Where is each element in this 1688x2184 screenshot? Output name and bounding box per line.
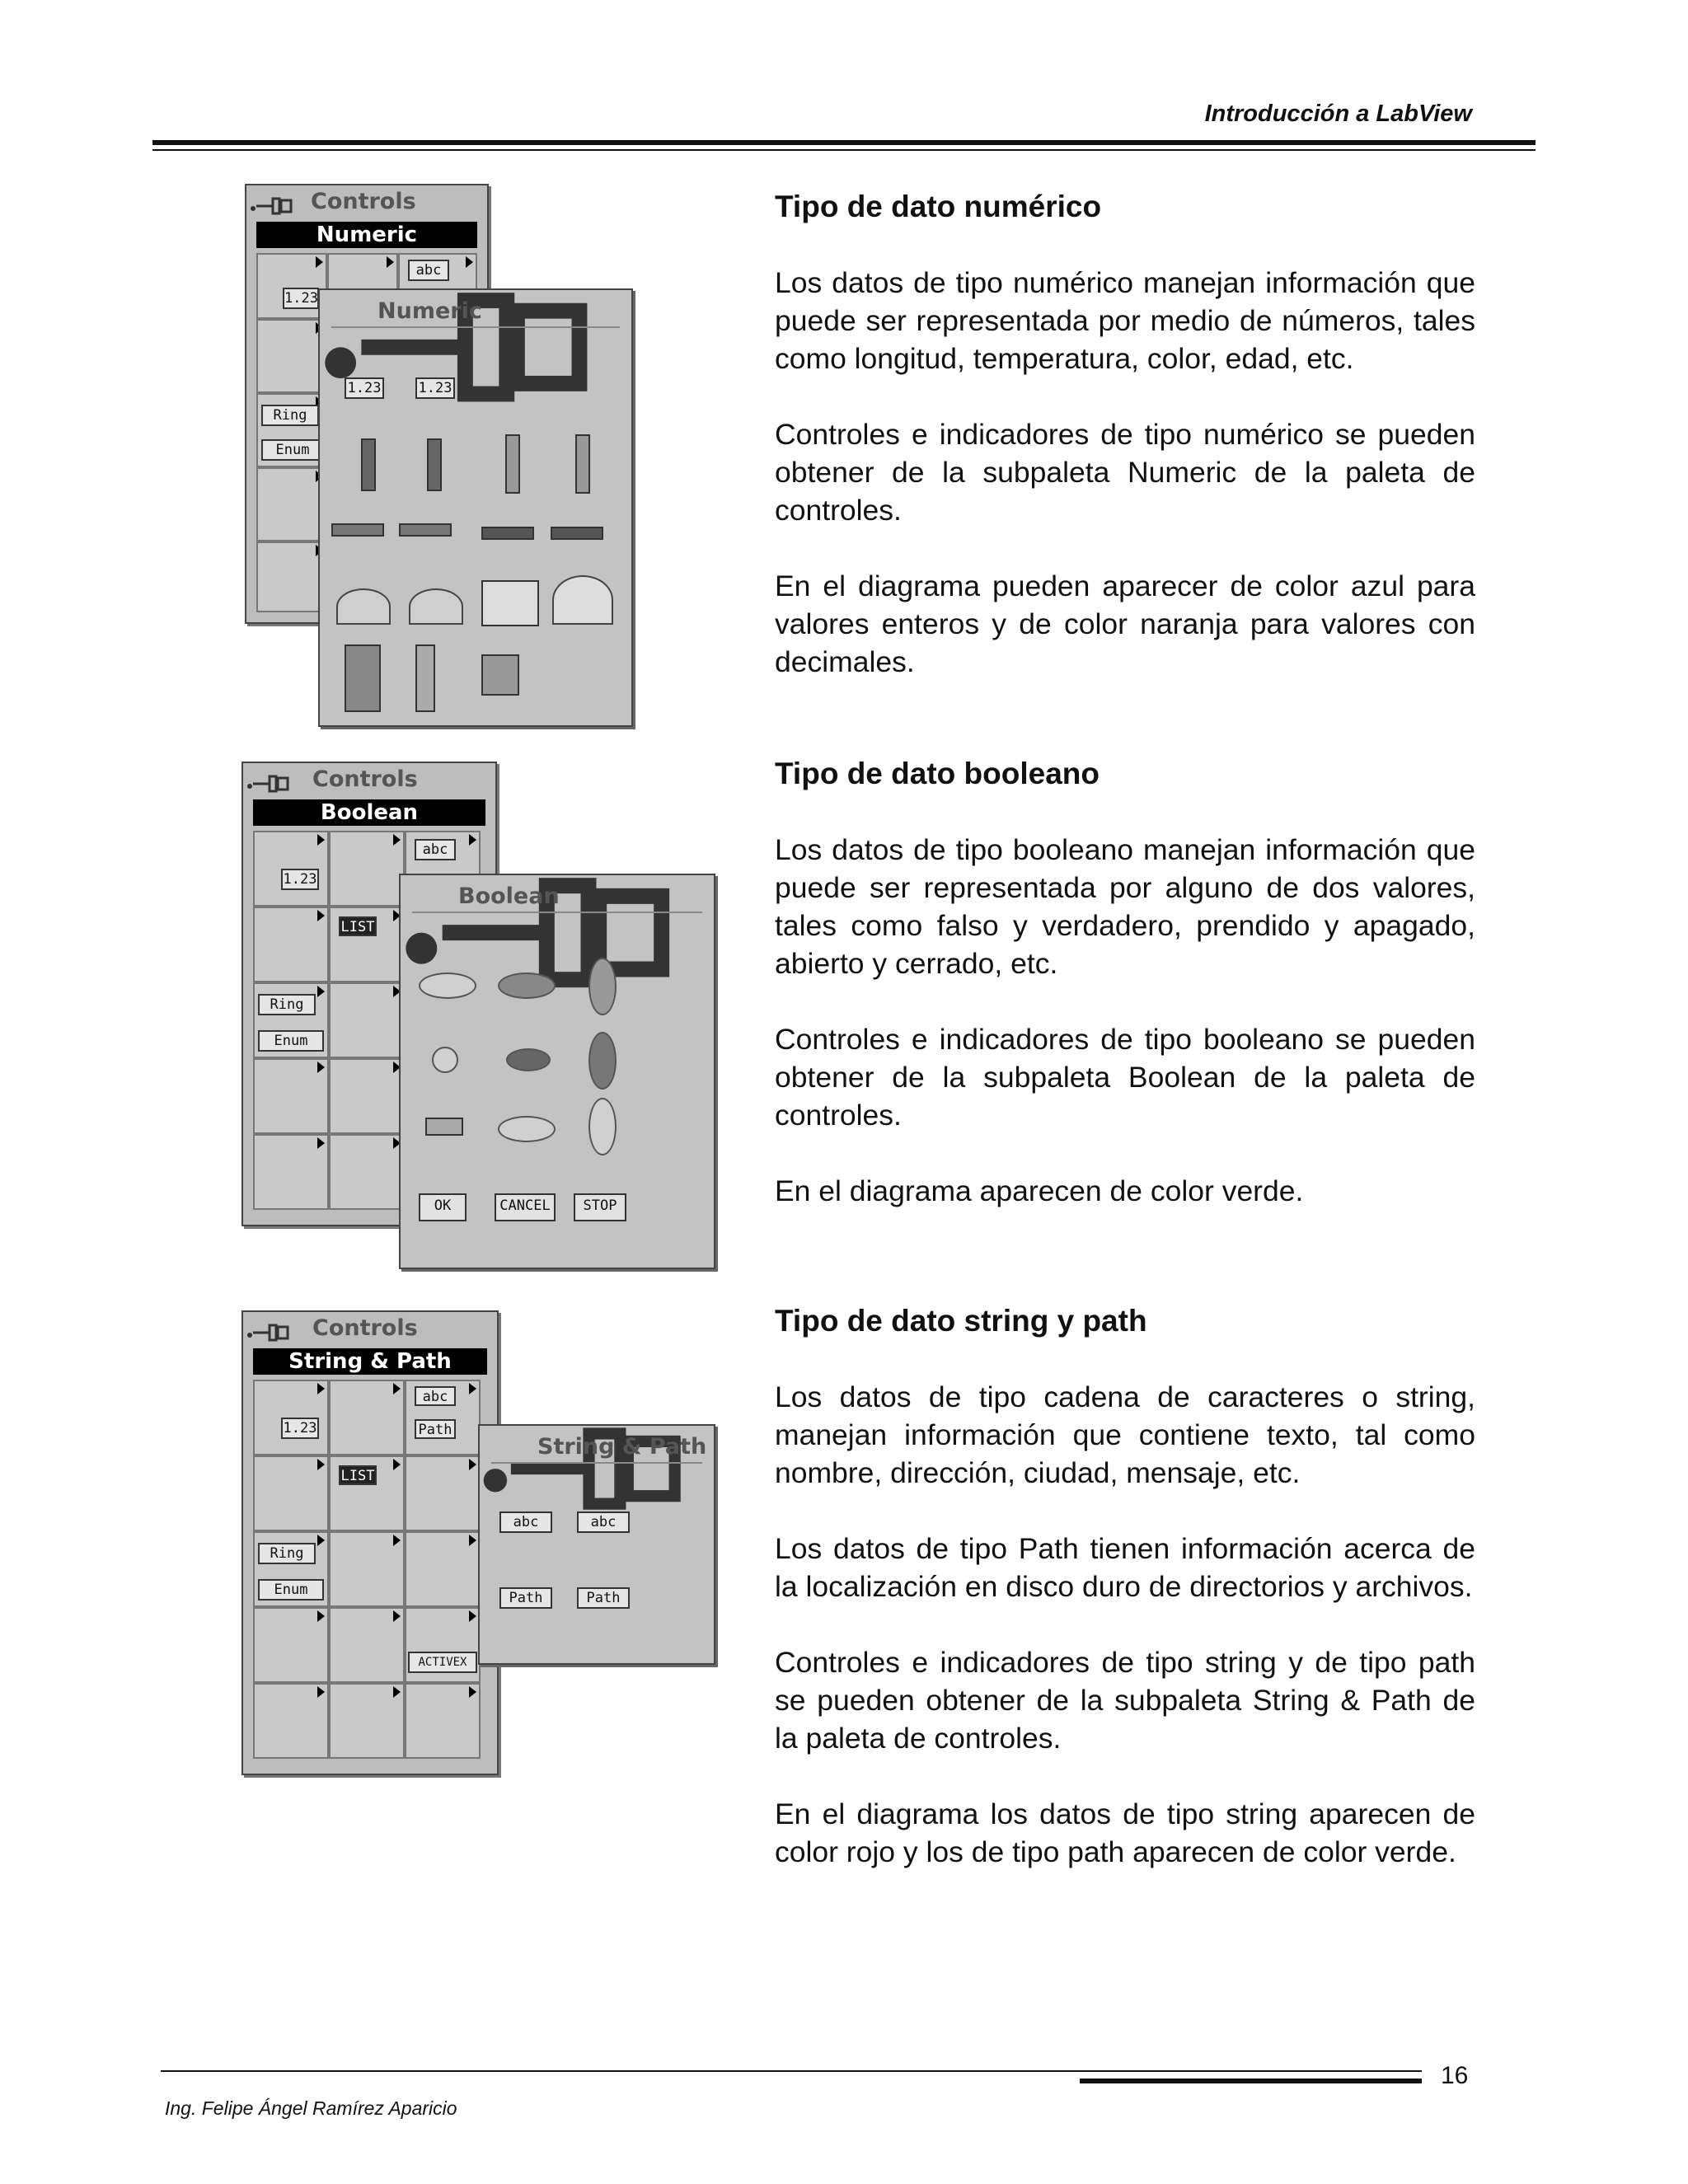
string-icon: abc bbox=[415, 1386, 456, 1406]
knob-icon[interactable] bbox=[336, 588, 391, 625]
horizontal-slide-icon[interactable] bbox=[331, 523, 384, 537]
activex-icon: ACTIVEX bbox=[408, 1652, 477, 1673]
thermometer-icon[interactable] bbox=[345, 644, 381, 712]
io-category-cell[interactable] bbox=[256, 467, 327, 541]
graph-category-cell[interactable] bbox=[405, 1455, 481, 1531]
palette-title: Controls bbox=[311, 189, 416, 214]
section-numeric bbox=[775, 188, 1475, 719]
lever-switch-icon[interactable] bbox=[588, 1032, 617, 1090]
palette-category: Numeric bbox=[256, 222, 477, 248]
decorations-category-cell[interactable] bbox=[256, 541, 327, 612]
dialog-category-cell[interactable] bbox=[253, 1058, 329, 1134]
tank-icon[interactable] bbox=[575, 434, 590, 494]
paragraph: Controles e indicadores de tipo numérico se pueden obtener de la subpaleta Numeric de la paleta de controles. bbox=[775, 418, 1475, 527]
string-indicator-icon[interactable]: abc bbox=[577, 1511, 630, 1533]
ok-button[interactable]: OK bbox=[419, 1193, 467, 1221]
numeric-category-cell[interactable] bbox=[253, 831, 329, 907]
numeric-category-cell[interactable] bbox=[256, 253, 327, 319]
numeric-subpalette bbox=[318, 288, 633, 727]
ring-category-cell[interactable] bbox=[253, 1531, 329, 1607]
digital-indicator-icon[interactable]: 1.23 bbox=[415, 377, 455, 399]
rocker-icon[interactable] bbox=[498, 972, 556, 999]
array-category-cell[interactable] bbox=[253, 1455, 329, 1531]
progress-bar-icon[interactable] bbox=[551, 527, 603, 540]
section-heading: Tipo de dato booleano bbox=[775, 757, 1100, 790]
activex-category-cell[interactable] bbox=[405, 1607, 481, 1683]
digital-control-icon[interactable]: 1.23 bbox=[345, 377, 384, 399]
section-heading: Tipo de dato numérico bbox=[775, 190, 1102, 223]
user-controls-cell[interactable] bbox=[329, 1683, 405, 1759]
ring-icon: Ring bbox=[258, 994, 316, 1015]
string-icon: abc bbox=[408, 260, 449, 281]
cancel-button[interactable]: CANCEL bbox=[495, 1193, 556, 1221]
ring-category-cell[interactable] bbox=[253, 982, 329, 1058]
list-icon: LIST bbox=[339, 1465, 377, 1485]
color-box-icon[interactable] bbox=[481, 654, 519, 696]
numeric-category-cell[interactable] bbox=[253, 1380, 329, 1455]
paragraph: Los datos de tipo numérico manejan información que puede ser representada por medio de números, tales como longitud, temperatura, color, edad, etc. bbox=[775, 266, 1475, 375]
io-category-cell[interactable] bbox=[329, 982, 405, 1058]
square-led-icon[interactable] bbox=[425, 1118, 463, 1136]
path-indicator-icon[interactable]: Path bbox=[577, 1587, 630, 1609]
numeric-icon: 1.23 bbox=[283, 288, 319, 309]
enum-icon: Enum bbox=[258, 1030, 324, 1052]
classic-category-cell[interactable] bbox=[329, 1607, 405, 1683]
decorations-category-cell[interactable] bbox=[253, 1134, 329, 1210]
subpalette-title: Boolean bbox=[458, 883, 560, 909]
push-button-icon[interactable] bbox=[419, 972, 476, 999]
palette-title: Controls bbox=[312, 766, 418, 792]
path-control-icon[interactable]: Path bbox=[499, 1587, 552, 1609]
paragraph: En el diagrama los datos de tipo string aparecen de color rojo y los de tipo path aparecen de color verde. bbox=[775, 1797, 1475, 1868]
boolean-subpalette bbox=[399, 874, 715, 1269]
thermometer-icon[interactable] bbox=[415, 644, 435, 712]
vertical-toggle-icon[interactable] bbox=[588, 958, 617, 1015]
path-icon: Path bbox=[415, 1419, 456, 1439]
ring-category-cell[interactable] bbox=[256, 393, 327, 467]
list-category-cell[interactable] bbox=[329, 1455, 405, 1531]
footer-rule-thick bbox=[1080, 2079, 1422, 2083]
footer-rule bbox=[161, 2070, 1422, 2072]
palette-category: String & Path bbox=[253, 1348, 487, 1375]
round-led-icon[interactable] bbox=[432, 1047, 458, 1073]
refnum-category-cell[interactable] bbox=[405, 1531, 481, 1607]
page-number: 16 bbox=[1441, 2062, 1469, 2089]
meter-icon[interactable] bbox=[481, 580, 539, 626]
slide-icon[interactable] bbox=[427, 438, 442, 491]
pin-icon bbox=[246, 775, 296, 793]
gauge-icon[interactable] bbox=[552, 575, 613, 625]
tank-icon[interactable] bbox=[505, 434, 520, 494]
string-category-cell[interactable] bbox=[405, 1380, 481, 1455]
vertical-slide-switch-icon[interactable] bbox=[588, 1098, 617, 1155]
pin-icon bbox=[250, 197, 299, 215]
paragraph: Los datos de tipo booleano manejan información que puede ser representada por alguno de dos valores, tales como falso y verdadero, prendido y apagado, abierto y cerrado, etc. bbox=[775, 833, 1475, 980]
toggle-switch-icon[interactable] bbox=[506, 1048, 551, 1071]
footer-author: Ing. Felipe Ángel Ramírez Aparicio bbox=[165, 2097, 457, 2119]
controls-palette bbox=[241, 1310, 499, 1775]
section-string-path bbox=[775, 1302, 1475, 1909]
horizontal-slide-icon[interactable] bbox=[399, 523, 452, 537]
select-controls-cell[interactable] bbox=[405, 1683, 481, 1759]
string-control-icon[interactable]: abc bbox=[499, 1511, 552, 1533]
decorations-category-cell[interactable] bbox=[253, 1683, 329, 1759]
refnum-category-cell[interactable] bbox=[329, 1058, 405, 1134]
header-rule-thin bbox=[152, 149, 1536, 151]
io-category-cell[interactable] bbox=[329, 1531, 405, 1607]
array-category-cell[interactable] bbox=[253, 907, 329, 982]
subpalette-title: Numeric bbox=[377, 298, 482, 324]
stop-button[interactable]: STOP bbox=[574, 1193, 626, 1221]
progress-bar-icon[interactable] bbox=[481, 527, 534, 540]
pin-icon bbox=[246, 1324, 296, 1342]
paragraph: En el diagrama aparecen de color verde. bbox=[775, 1174, 1304, 1207]
boolean-category-cell[interactable] bbox=[329, 1380, 405, 1455]
subpalette-title: String & Path bbox=[537, 1434, 707, 1460]
ring-icon: Ring bbox=[258, 1543, 316, 1564]
paragraph: Controles e indicadores de tipo booleano se pueden obtener de la subpaleta Boolean de la paleta de controles. bbox=[775, 1023, 1475, 1132]
enum-icon: Enum bbox=[261, 439, 324, 461]
string-icon: abc bbox=[415, 839, 456, 860]
paragraph: Los datos de tipo Path tienen información acerca de la localización en disco duro de directorios y archivos. bbox=[775, 1532, 1475, 1603]
paragraph: Controles e indicadores de tipo string y de tipo path se pueden obtener de la subpaleta String & Path de la paleta de controles. bbox=[775, 1646, 1475, 1755]
paragraph: En el diagrama pueden aparecer de color azul para valores enteros y de color naranja para valores con decimales. bbox=[775, 569, 1475, 678]
section-boolean bbox=[775, 755, 1475, 1248]
knob-icon[interactable] bbox=[409, 588, 463, 625]
slide-switch-icon[interactable] bbox=[498, 1116, 556, 1142]
ring-icon: Ring bbox=[261, 405, 319, 426]
slide-icon[interactable] bbox=[361, 438, 376, 491]
boolean-category-cell[interactable] bbox=[329, 831, 405, 907]
section-heading: Tipo de dato string y path bbox=[775, 1304, 1147, 1338]
numeric-icon: 1.23 bbox=[281, 1418, 319, 1439]
array-category-cell[interactable] bbox=[256, 319, 327, 393]
palette-category: Boolean bbox=[253, 799, 485, 826]
header-rule bbox=[152, 140, 1536, 145]
list-category-cell[interactable] bbox=[329, 907, 405, 982]
enum-icon: Enum bbox=[258, 1579, 324, 1601]
dialog-category-cell[interactable] bbox=[253, 1607, 329, 1683]
palette-title: Controls bbox=[312, 1315, 418, 1341]
paragraph: Los datos de tipo cadena de caracteres o string, manejan información que contiene texto, tal como nombre, dirección, ciudad, mensaje, etc. bbox=[775, 1380, 1475, 1489]
string-path-subpalette bbox=[478, 1424, 715, 1665]
user-controls-cell[interactable] bbox=[329, 1134, 405, 1210]
list-icon: LIST bbox=[339, 916, 377, 936]
running-header: Introducción a LabView bbox=[1204, 101, 1472, 127]
numeric-icon: 1.23 bbox=[281, 869, 319, 890]
